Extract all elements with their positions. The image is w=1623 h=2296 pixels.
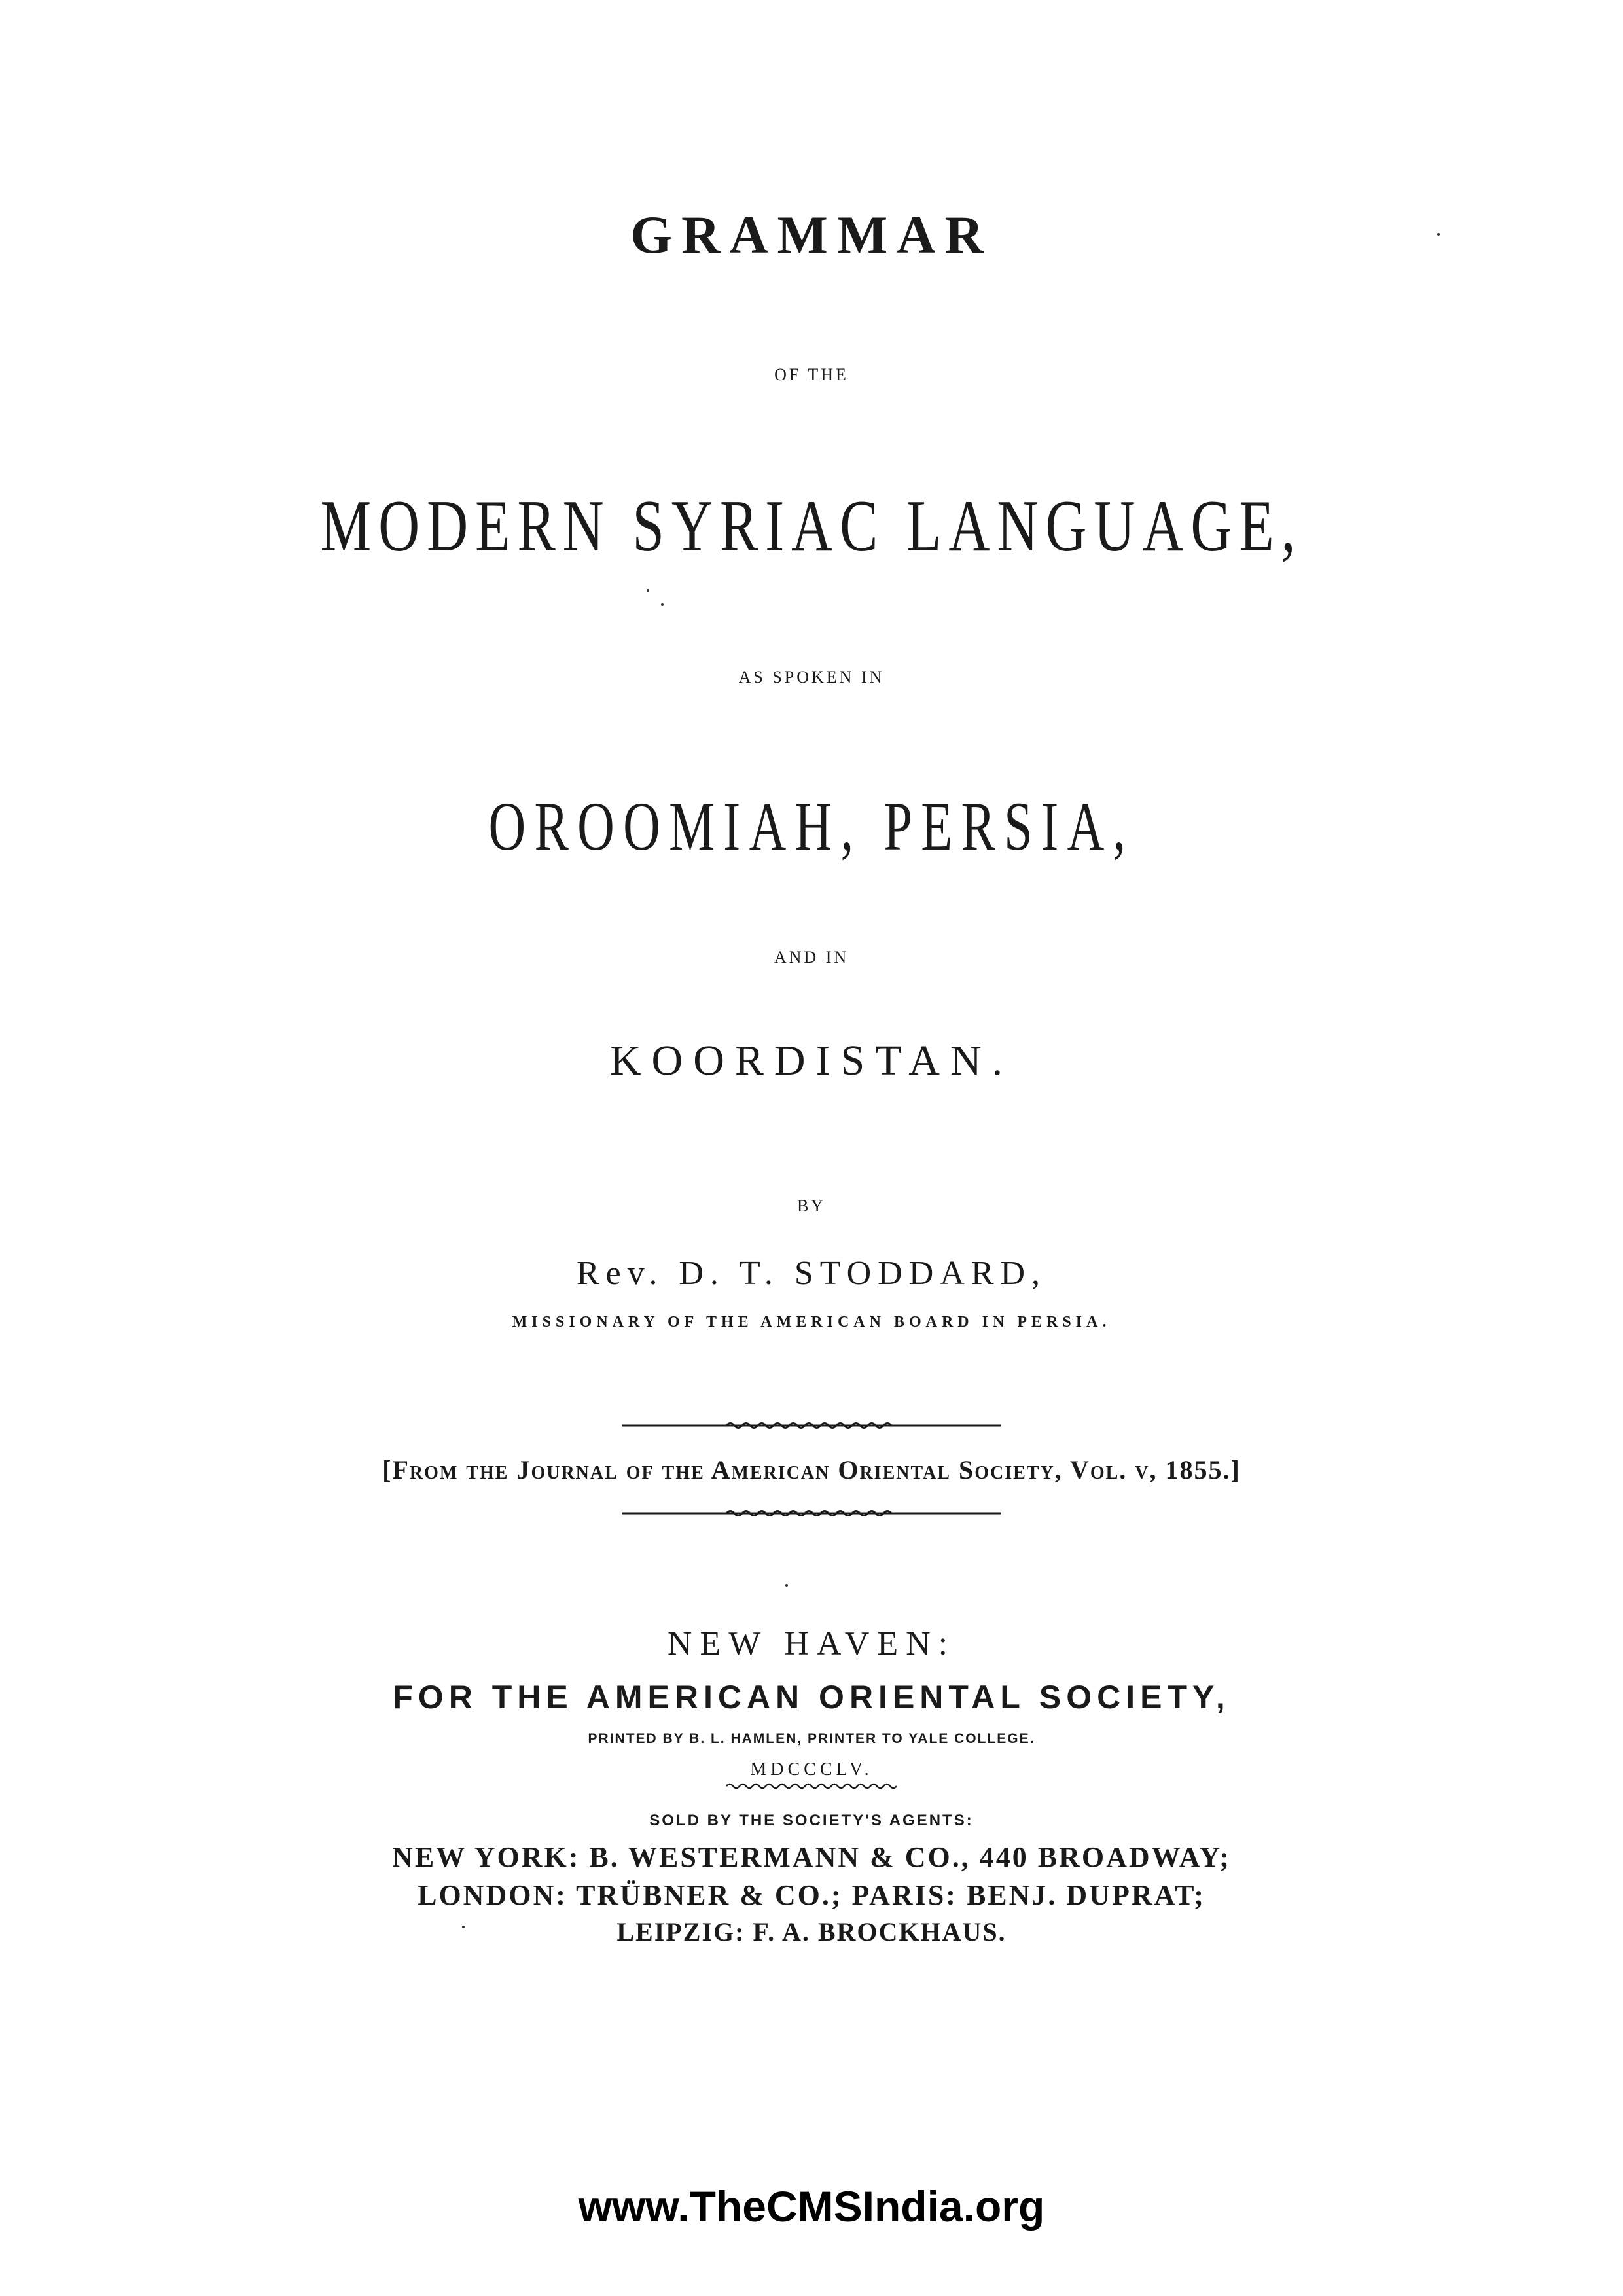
imprint-year: MDCCCLV. bbox=[750, 1759, 873, 1780]
title-and-in: AND IN bbox=[774, 948, 849, 967]
imprint-agents-leipzig: LEIPZIG: F. A. BROCKHAUS. bbox=[616, 1917, 1007, 1946]
scan-speck bbox=[785, 1584, 788, 1587]
ornamental-rule-bottom bbox=[0, 1507, 1623, 1520]
imprint-printer: PRINTED BY B. L. HAMLEN, PRINTER TO YALE COLLEGE. bbox=[588, 1731, 1035, 1746]
scan-speck bbox=[462, 1926, 465, 1928]
title-modern-syriac-language: MODERN SYRIAC LANGUAGE, bbox=[320, 486, 1303, 567]
scan-speck bbox=[647, 589, 649, 592]
title-place-oroomiah-persia: OROOMIAH, PERSIA, bbox=[488, 788, 1135, 865]
source-note: [From the Journal of the American Oriental Society, Vol. v, 1855.] bbox=[382, 1455, 1241, 1484]
imprint-city: NEW HAVEN: bbox=[667, 1625, 956, 1662]
title-of-the: OF THE bbox=[774, 365, 849, 384]
title-place-koordistan: KOORDISTAN. bbox=[609, 1037, 1014, 1085]
imprint-agents-new-york: NEW YORK: B. WESTERMANN & CO., 440 BROADWAY; bbox=[392, 1841, 1231, 1873]
title-as-spoken-in: AS SPOKEN IN bbox=[738, 668, 885, 687]
author-name: Rev. D. T. STODDARD, bbox=[576, 1255, 1047, 1292]
watermark-url: www.TheCMSIndia.org bbox=[578, 2182, 1045, 2231]
imprint-publisher: FOR THE AMERICAN ORIENTAL SOCIETY, bbox=[393, 1679, 1230, 1715]
imprint-sold-by: SOLD BY THE SOCIETY'S AGENTS: bbox=[649, 1812, 974, 1829]
scan-speck bbox=[661, 603, 664, 606]
scan-speck bbox=[1437, 233, 1440, 236]
imprint-agents-london-paris: LONDON: TRÜBNER & CO.; PARIS: BENJ. DUPRAT; bbox=[418, 1879, 1205, 1911]
author-role: MISSIONARY OF THE AMERICAN BOARD IN PERSIA. bbox=[512, 1314, 1111, 1331]
title-by: BY bbox=[796, 1196, 827, 1215]
ornamental-rule-top bbox=[0, 1419, 1623, 1432]
title-grammar: GRAMMAR bbox=[630, 205, 993, 264]
ornamental-rule-imprint bbox=[0, 1782, 1623, 1791]
